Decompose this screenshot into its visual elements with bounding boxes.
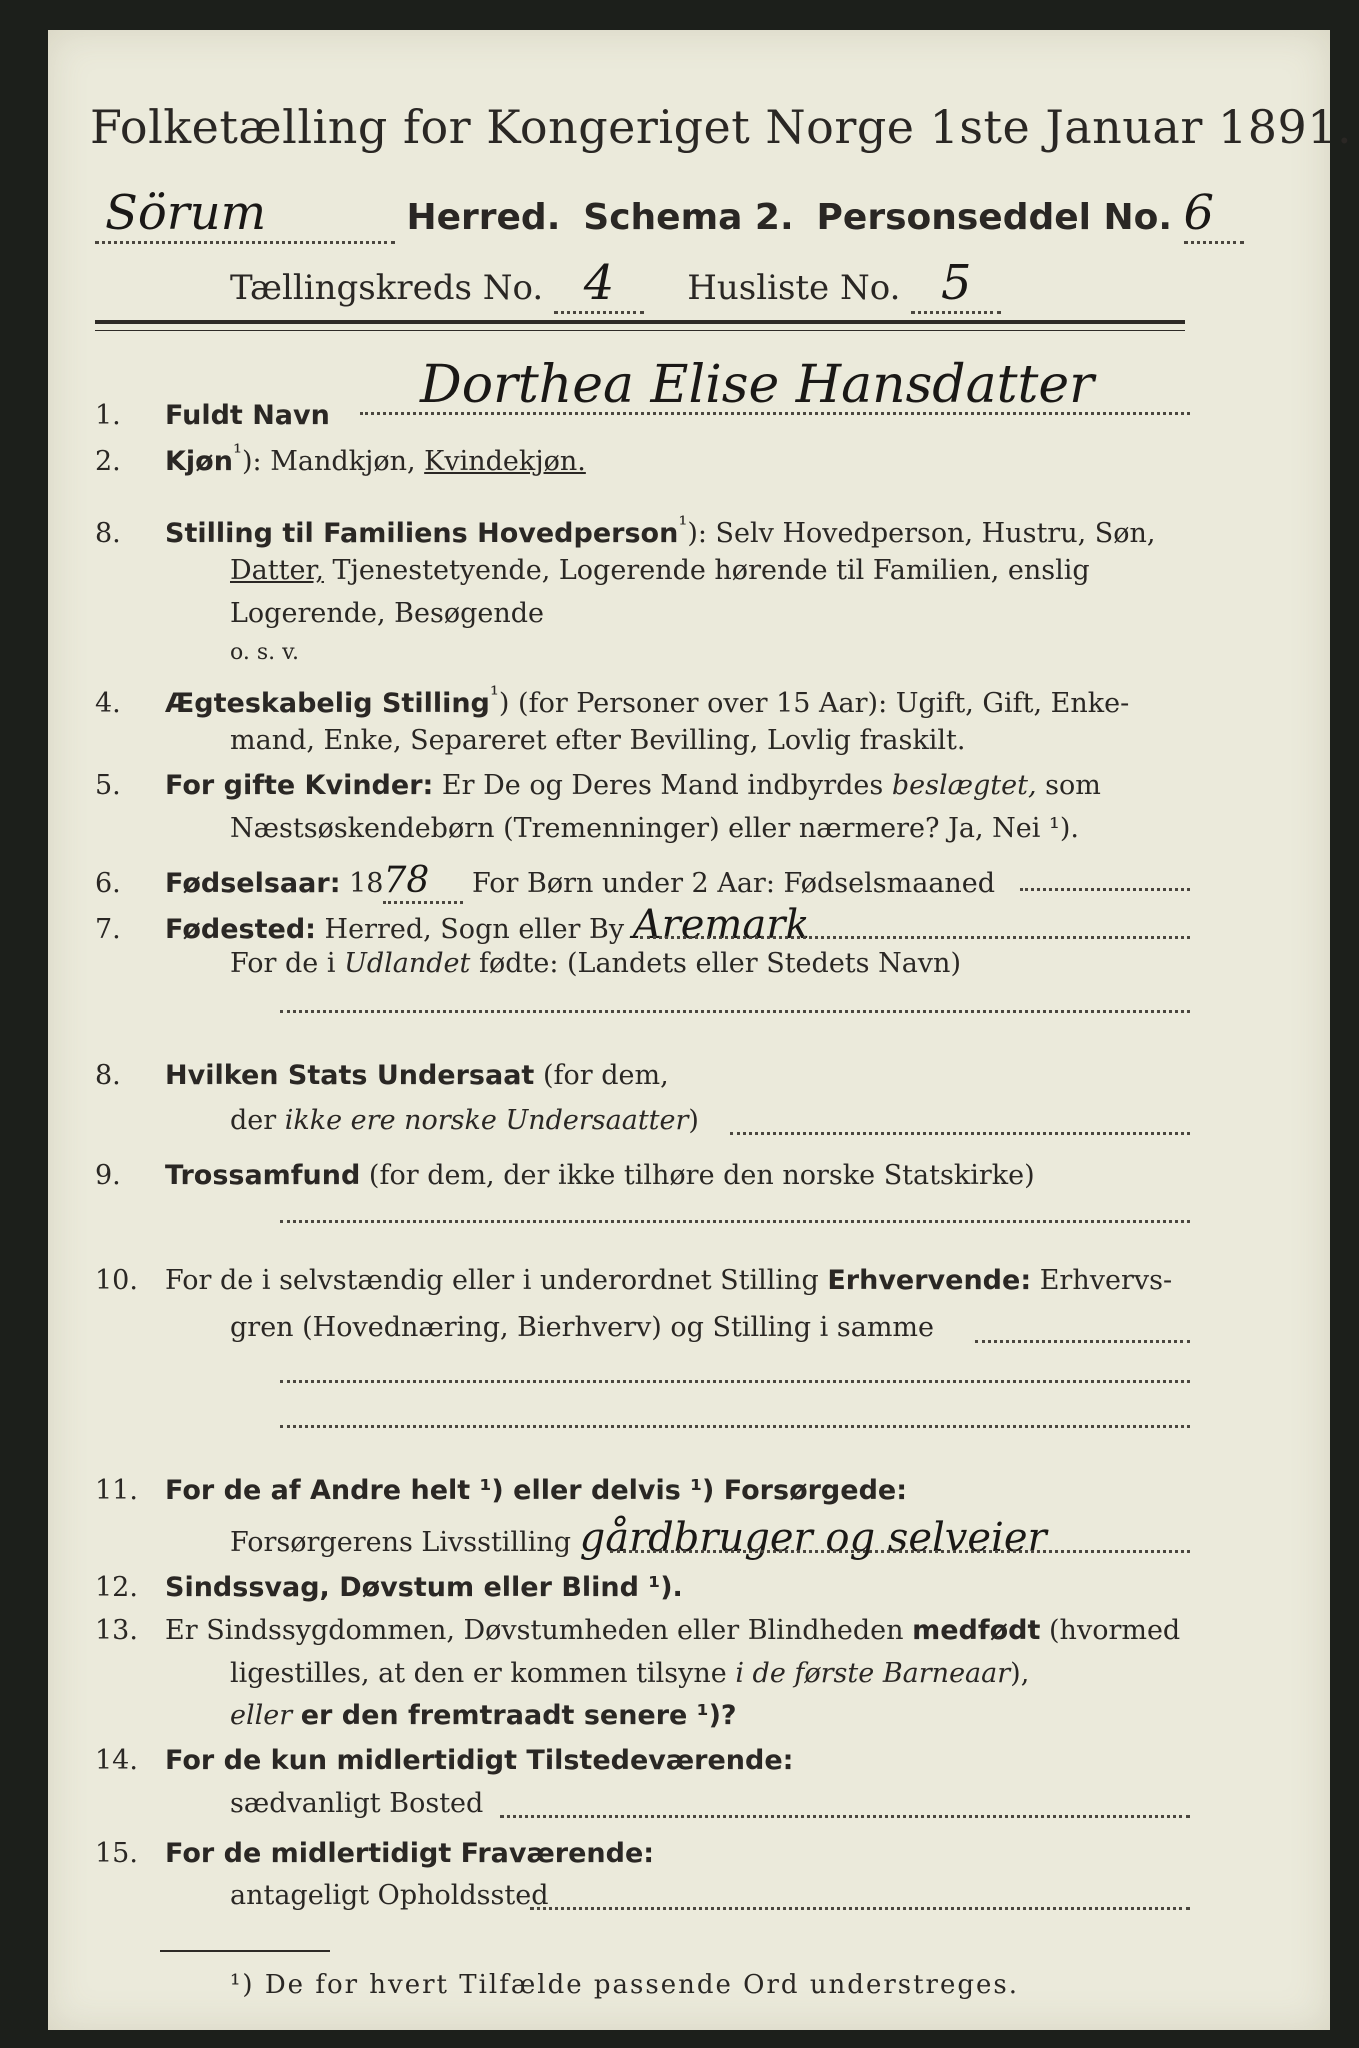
item-4-line2: mand, Enke, Separeret efter Bevilling, Lovlig fraskilt. [230,725,966,756]
kreds-value: 4 [554,255,644,314]
full-name-value: Dorthea Elise Hansdatter [420,355,1094,415]
item-text: Herred, Sogn eller By [324,914,625,945]
item-text-italic: i de første Barneaar [735,1658,1011,1689]
item-label: Stilling til Familiens Hovedperson [165,518,679,549]
year-prefix: 18 [349,868,384,899]
item-number: 2. [95,446,121,477]
item-number: 13. [95,1615,138,1646]
item-text: ): Selv Hovedperson, Hustru, Søn, [687,518,1156,549]
item-5-line2: Næstsøskendebørn (Tremenninger) eller nærmere? Ja, Nei ¹). [230,813,1079,844]
item-text: ) [688,1105,699,1136]
item-number: 6. [95,868,121,899]
husliste-label: Husliste No. [687,268,901,308]
item-text-italic: beslægtet, [891,770,1037,801]
item-9 [95,1160,1035,1191]
item-text: Tjenestetyende, Logerende hørende til Familien, enslig [332,555,1090,586]
item-1 [95,400,330,431]
underlined-option: Datter, [230,555,324,586]
herred-label: Herred. [406,197,561,238]
dotted-line [730,1132,1190,1135]
item-10 [95,1265,1172,1296]
item-label: Hvilken Stats Undersaat [165,1060,535,1091]
item-2 [95,440,586,477]
birthplace-value: Aremark [632,902,810,948]
schema-label: Schema 2. [583,197,794,238]
item-number: 8. [95,518,121,549]
item-15 [95,1838,654,1869]
dotted-line [975,1340,1190,1343]
personseddel-value: 6 [1184,185,1244,244]
footnote-mark: ¹ [489,682,499,708]
item-text: For Børn under 2 Aar: Fødselsmaaned [472,868,996,899]
item-text: ligestilles, at den er kommen tilsyne [230,1658,727,1689]
item-text: er den fremtraadt senere ¹)? [300,1700,737,1731]
footnote-mark: ¹ [232,440,242,466]
item-label: Sindssvag, Døvstum eller Blind ¹). [165,1572,683,1603]
item-13 [95,1615,1180,1646]
item-text: ), [1010,1658,1030,1689]
item-text: For de i selvstændig eller i underordnet Stilling [165,1265,819,1296]
item-number: 14. [95,1745,138,1776]
herred-line [95,185,1244,244]
item-label: Ægteskabelig Stilling [165,688,490,719]
item-label: Fuldt Navn [165,400,330,431]
item-number: 8. [95,1060,121,1091]
item-13-line2 [230,1658,1029,1689]
item-text: ): Mandkjøn, [241,446,416,477]
item-3 [95,512,1155,549]
item-12 [95,1572,683,1603]
header-rule-thin [95,330,1185,331]
footnote-mark: ¹ [678,512,688,538]
item-label: Fødested: [165,914,316,945]
item-text: som [1045,770,1101,801]
item-number: 12. [95,1572,138,1603]
item-label: For de kun midlertidigt Tilstedeværende: [165,1745,794,1776]
item-label: Erhvervende: [827,1265,1032,1296]
footnote: ¹) De for hvert Tilfælde passende Ord understreges. [230,1970,1020,2000]
item-7-line2 [230,948,961,979]
kreds-line [230,255,1001,314]
item-number: 9. [95,1160,121,1191]
item-number: 11. [95,1475,138,1506]
provider-occupation-value: gårdbruger og selveier [579,1515,1047,1561]
item-text: Erhvervs- [1039,1265,1173,1296]
item-text: Er Sindssygdommen, Døvstumheden eller Blindheden [165,1615,904,1646]
item-5 [95,770,1101,801]
item-3-line3: Logerende, Besøgende [230,598,544,629]
husliste-value: 5 [911,255,1001,314]
item-15-line2: antageligt Opholdssted [230,1880,549,1911]
item-text: Forsørgerens Livsstilling [230,1527,572,1558]
dotted-line [500,1815,1190,1818]
underlined-option: Kvindekjøn. [424,446,586,477]
item-11-line2 [230,1515,1047,1561]
item-text: Er De og Deres Mand indbyrdes [441,770,884,801]
item-label: Kjøn [165,446,233,477]
dotted-line [530,1907,1190,1910]
item-number: 5. [95,770,121,801]
dotted-line [1020,888,1190,891]
personseddel-label: Personseddel No. [816,197,1173,238]
kreds-label: Tællingskreds No. [230,268,544,308]
item-number: 4. [95,688,121,719]
form-title: Folketælling for Kongeriget Norge 1ste Januar 1891. [90,100,1353,154]
dotted-line [280,1380,1190,1383]
header-rule [95,320,1185,324]
item-text: (for dem, der ikke tilhøre den norske Statskirke) [368,1160,1035,1191]
item-label: For gifte Kvinder: [165,770,434,801]
dotted-line [610,1550,1190,1553]
item-text: (hvormed [1049,1615,1181,1646]
item-4 [95,682,1129,719]
item-6 [95,860,995,904]
dotted-line [280,1425,1190,1428]
item-text-italic: eller [230,1700,293,1731]
item-number: 7. [95,914,121,945]
item-text: (for dem, [542,1060,669,1091]
item-7 [95,902,810,948]
dotted-line [280,1220,1190,1223]
item-14 [95,1745,793,1776]
item-label: Trossamfund [165,1160,361,1191]
item-number: 1. [95,400,121,431]
item-11 [95,1475,907,1506]
dotted-line [360,412,1190,415]
dotted-line [280,1010,1190,1013]
birth-year-value: 78 [383,860,463,904]
footnote-rule [160,1950,330,1952]
item-number: 10. [95,1265,138,1296]
item-number: 15. [95,1838,138,1869]
item-text: ) (for Personer over 15 Aar): Ugift, Gift, Enke- [498,688,1130,719]
item-label: For de midlertidigt Fraværende: [165,1838,655,1869]
item-text-italic: Udlandet [344,948,471,979]
item-10-line2: gren (Hovednæring, Bierhverv) og Stilling i samme [230,1312,935,1343]
item-label: Fødselsaar: [165,868,341,899]
item-13-line3 [230,1700,737,1731]
dotted-line [640,936,1190,939]
item-3-line2 [230,555,1090,586]
item-8-line2 [230,1105,699,1136]
item-text-italic: ikke ere norske Undersaatter [284,1105,689,1136]
item-label: For de af Andre helt ¹) eller delvis ¹) Forsørgede: [165,1475,908,1506]
item-text: fødte: (Landets eller Stedets Navn) [478,948,961,979]
item-label: medfødt [912,1615,1041,1646]
herred-value: Sörum [95,185,395,244]
item-text: der [230,1105,277,1136]
item-14-line2: sædvanligt Bosted [230,1788,484,1819]
item-3-line4: o. s. v. [230,640,299,665]
item-8 [95,1060,669,1091]
item-text: For de i [230,948,336,979]
